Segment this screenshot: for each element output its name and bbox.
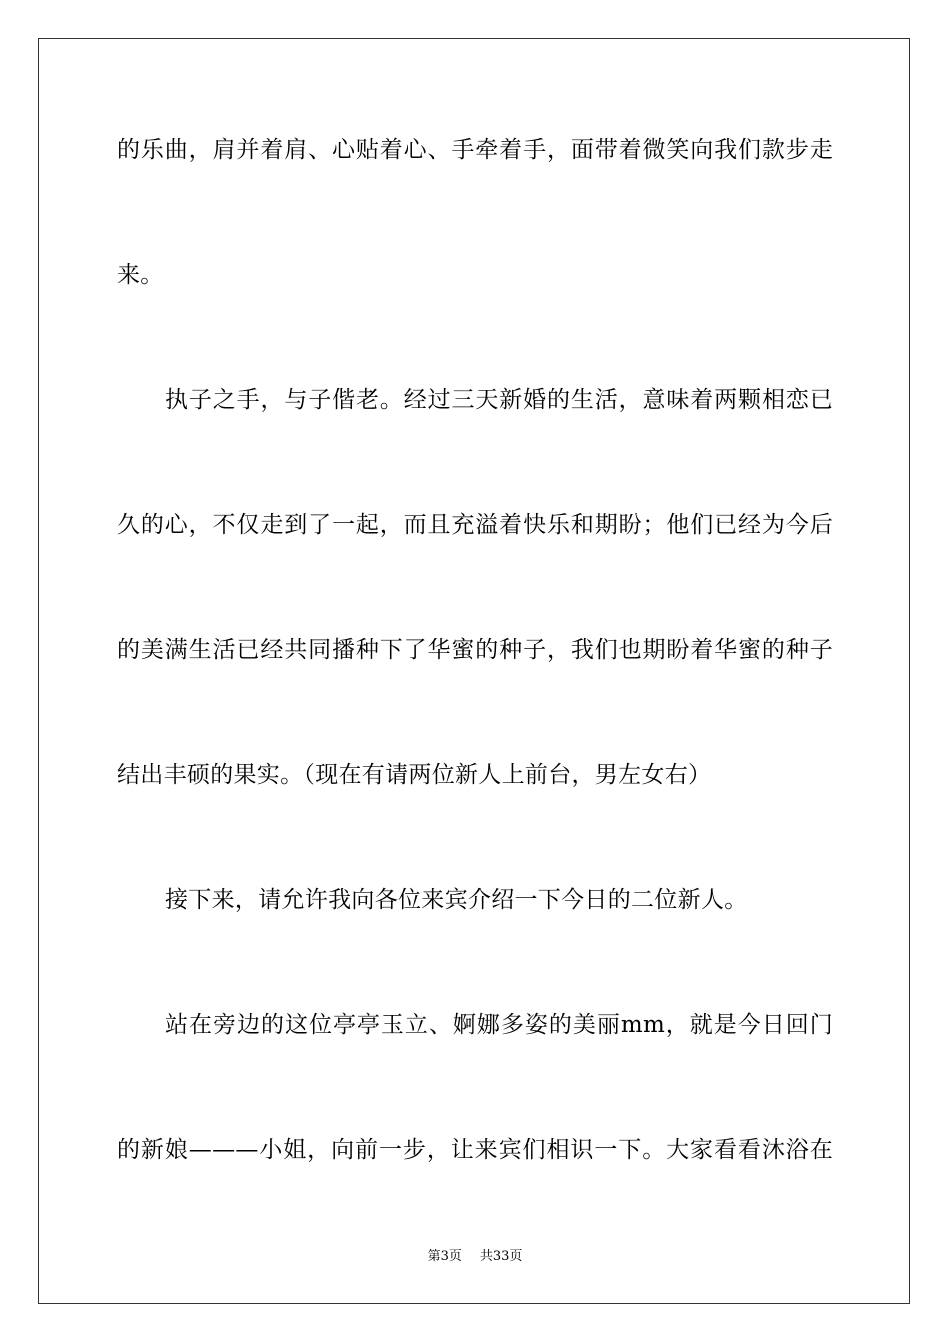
paragraph-line: 的美满生活已经共同播种下了华蜜的种子，我们也期盼着华蜜的种子 <box>117 637 833 663</box>
page-footer <box>0 1248 950 1266</box>
page-number: 第3页 <box>427 1249 462 1264</box>
total-pages: 共33页 <box>479 1249 523 1264</box>
paragraph-line: 接下来，请允许我向各位来宾介绍一下今日的二位新人。 <box>165 887 748 913</box>
paragraph-line: 的乐曲，肩并着肩、心贴着心、手牵着手，面带着微笑向我们款步走 <box>117 137 833 163</box>
paragraph-line: 的新娘———小姐，向前一步，让来宾们相识一下。大家看看沐浴在 <box>117 1137 833 1163</box>
page-border <box>38 38 910 1304</box>
paragraph-line: 执子之手，与子偕老。经过三天新婚的生活，意味着两颗相恋已 <box>165 387 833 413</box>
paragraph-line: 久的心，不仅走到了一起，而且充溢着快乐和期盼；他们已经为今后 <box>117 512 833 538</box>
paragraph-line: 来。 <box>117 262 164 288</box>
paragraph-line: 站在旁边的这位亭亭玉立、婀娜多姿的美丽mm，就是今日回门 <box>165 1012 833 1038</box>
paragraph-line: 结出丰硕的果实。（现在有请两位新人上前台，男左女右） <box>117 762 712 788</box>
